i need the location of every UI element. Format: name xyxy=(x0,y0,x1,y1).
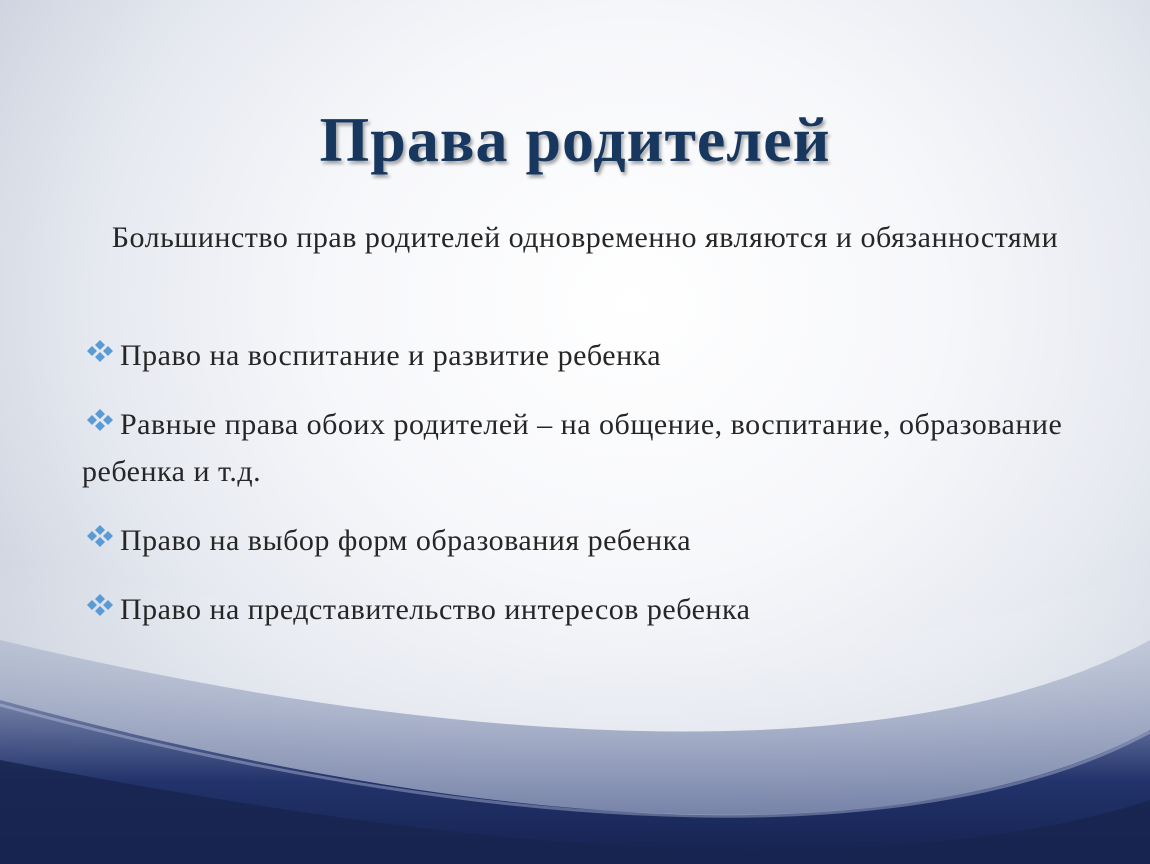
bullet-text: Равные права обоих родителей – на общение, воспитание, образование ребенка и т.д. xyxy=(82,408,1063,488)
slide-title: Права родителей xyxy=(319,104,831,175)
bullet-list xyxy=(82,332,1102,655)
slide-subtitle: Большинство прав родителей одновременно являются и обязанностями xyxy=(111,221,1059,254)
four-diamond-bullet-icon xyxy=(82,593,118,617)
four-diamond-bullet-icon xyxy=(82,339,118,363)
list-item xyxy=(82,586,1102,633)
bullet-text: Право на представительство интересов ребенка xyxy=(120,593,751,626)
bullet-text: Право на выбор форм образования ребенка xyxy=(120,524,692,557)
list-item xyxy=(82,332,1102,379)
bullet-text: Право на воспитание и развитие ребенка xyxy=(120,339,662,372)
four-diamond-bullet-icon xyxy=(82,408,118,432)
four-diamond-bullet-icon xyxy=(82,524,118,548)
list-item xyxy=(82,401,1102,495)
list-item xyxy=(82,517,1102,564)
